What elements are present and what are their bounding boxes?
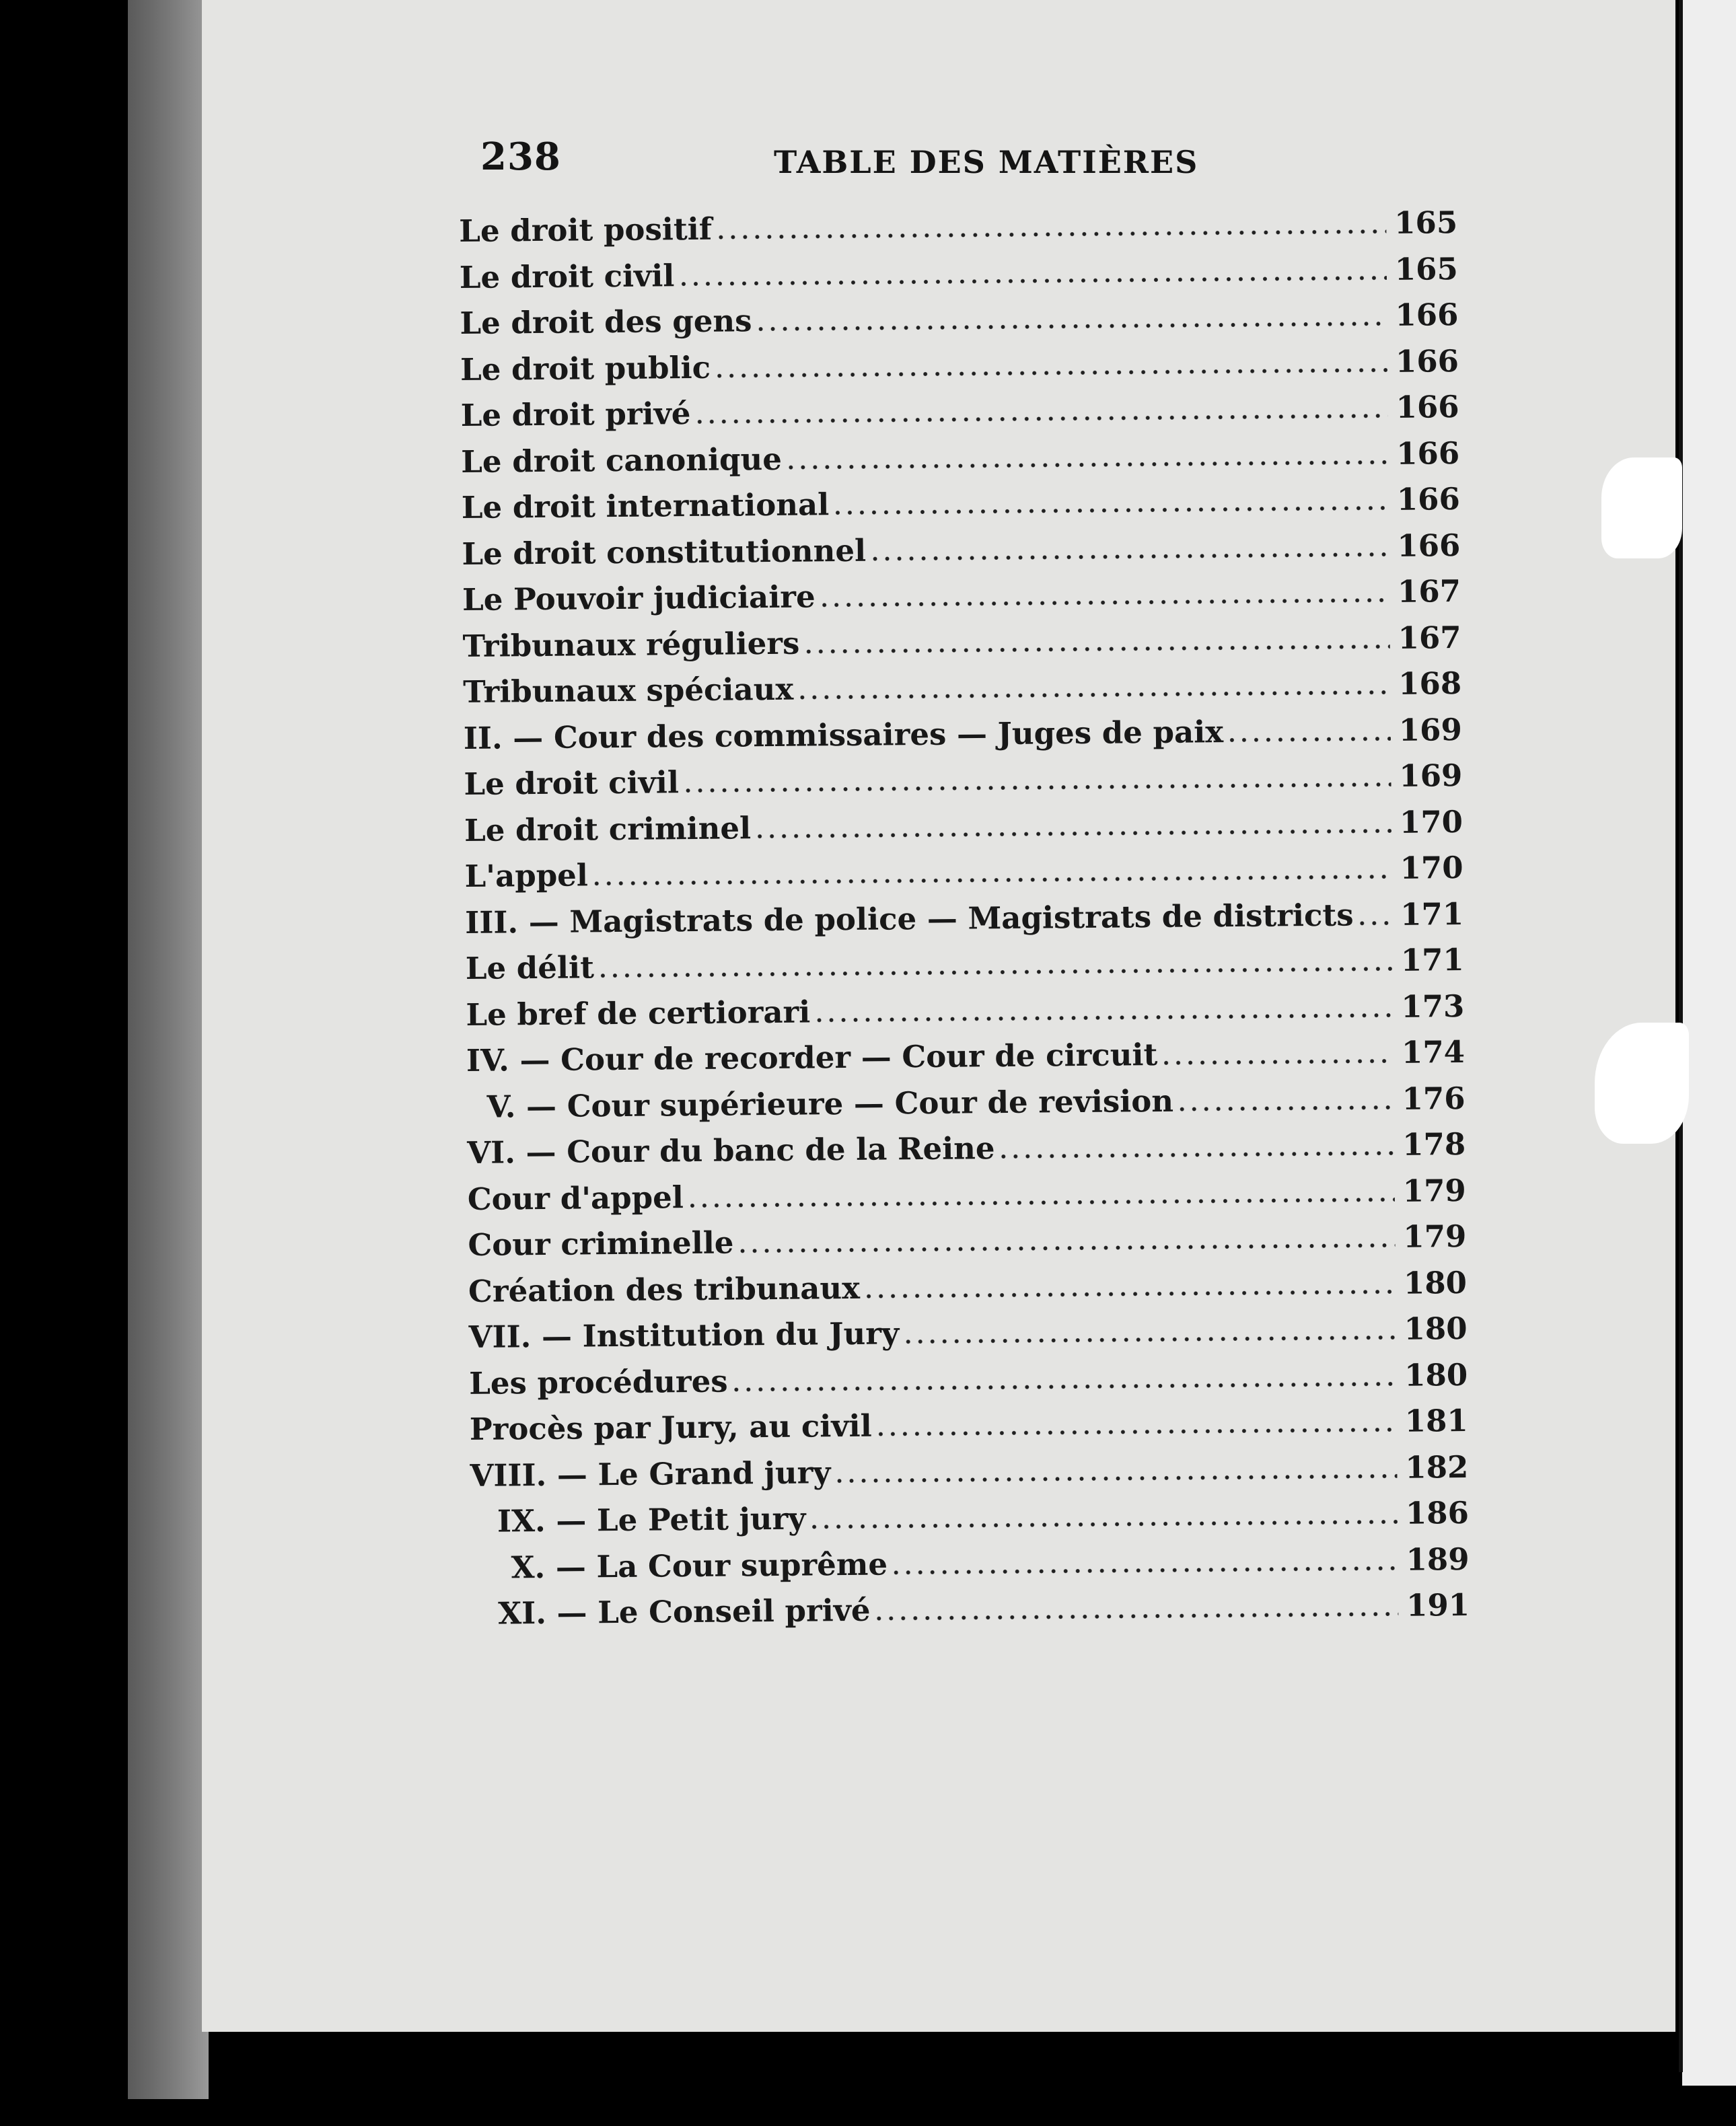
toc-entry [460, 246, 1470, 301]
toc-entry [469, 1352, 1479, 1407]
paper-tear [1601, 457, 1682, 558]
toc-entry-page: 189 [1406, 1541, 1470, 1578]
toc-entry-label: Le droit des gens [460, 303, 752, 341]
dot-leader [686, 1196, 1395, 1209]
dot-leader [873, 1611, 1399, 1622]
toc-entry-page: 170 [1400, 850, 1463, 886]
toc-entry-label: Le délit [465, 949, 595, 986]
toc-entry [460, 384, 1470, 439]
dot-leader [1226, 735, 1391, 743]
toc-entry-label: VII. — Institution du Jury [468, 1315, 900, 1355]
toc-entry-label: Création des tribunaux [468, 1270, 861, 1309]
toc-entry-page: 166 [1396, 481, 1460, 517]
toc-entry [460, 338, 1470, 393]
toc-entry [461, 430, 1471, 485]
dot-leader [902, 1334, 1396, 1345]
toc-entry [464, 845, 1474, 900]
toc-entry [467, 1122, 1477, 1177]
toc-entry-page: 180 [1403, 1264, 1468, 1301]
toc-entry-label: L'appel [464, 857, 589, 894]
toc-entry [459, 200, 1469, 255]
dot-leader [591, 873, 1392, 887]
dot-leader [1357, 920, 1393, 926]
toc-entry [462, 476, 1472, 532]
page-number: 238 [480, 135, 561, 179]
toc-entry-page: 174 [1401, 1034, 1466, 1070]
toc-entry [466, 1075, 1476, 1130]
toc-entry-label: Le droit public [460, 349, 711, 388]
toc-entry-page: 170 [1399, 803, 1463, 840]
toc-entry [470, 1490, 1480, 1545]
toc-entry [471, 1582, 1481, 1638]
toc-entry [466, 1029, 1476, 1085]
dot-leader [715, 228, 1386, 241]
toc-entry-page: 178 [1402, 1126, 1466, 1163]
toc-entry-label: Le droit privé [460, 396, 691, 433]
toc-entry-label: Procès par Jury, au civil [469, 1407, 872, 1447]
dot-leader [869, 551, 1389, 562]
dot-leader [818, 597, 1389, 608]
toc-entry [460, 292, 1470, 347]
toc-entry [470, 1398, 1480, 1453]
toc-entry-page: 173 [1401, 988, 1465, 1025]
toc-entry-page: 171 [1400, 942, 1464, 978]
dot-leader [813, 1012, 1393, 1024]
toc-entry-label: Le droit positif [459, 211, 713, 249]
toc-entry-page: 171 [1400, 895, 1464, 932]
toc-entry-label: Le droit international [461, 486, 830, 525]
toc-entry-label: Tribunaux réguliers [462, 625, 800, 664]
toc-entry [468, 1306, 1478, 1361]
dot-leader [754, 828, 1391, 840]
toc-entry-label: V. — Cour supérieure — Cour de revision [486, 1083, 1174, 1125]
toc-entry-page: 191 [1406, 1586, 1470, 1623]
toc-entry [464, 799, 1474, 854]
toc-entry-label: IX. — Le Petit jury [497, 1500, 806, 1539]
book-page-edges [128, 0, 209, 2099]
toc-entry-label: VI. — Cour du banc de la Reine [467, 1130, 995, 1171]
toc-entry [464, 753, 1474, 808]
toc-entry-label: Le droit civil [459, 257, 675, 295]
toc-entry [466, 937, 1476, 992]
toc-entry [464, 706, 1474, 762]
dot-leader [677, 274, 1387, 287]
toc-entry-page: 166 [1395, 297, 1459, 333]
toc-entry-page: 180 [1404, 1310, 1468, 1347]
toc-entry-label: III. — Magistrats de police — Magistrats de districts [465, 896, 1354, 941]
toc-entry [470, 1444, 1480, 1499]
toc-entry-page: 166 [1396, 435, 1460, 472]
toc-entry [468, 1167, 1478, 1222]
toc-entry [463, 661, 1473, 716]
toc-entry-page: 176 [1402, 1080, 1466, 1117]
toc-entry-label: IV. — Cour de recorder — Cour de circuit [466, 1036, 1158, 1078]
toc-entry-page: 165 [1394, 205, 1458, 241]
toc-entry-page: 167 [1398, 619, 1461, 656]
toc-entry-label: Les procédures [469, 1363, 728, 1401]
toc-entry-page: 181 [1404, 1402, 1468, 1439]
toc-entry-label: II. — Cour des commissaires — Juges de paix [463, 713, 1224, 756]
dot-leader [731, 1381, 1397, 1393]
toc-entry-label: Le droit canonique [461, 441, 783, 480]
toc-entry-page: 180 [1404, 1356, 1468, 1393]
toc-entry [462, 569, 1472, 624]
toc-entry-page: 168 [1398, 665, 1462, 702]
dot-leader [1176, 1104, 1394, 1113]
toc-entry-page: 165 [1394, 250, 1459, 287]
toc-entry-label: VIII. — Le Grand jury [470, 1454, 831, 1494]
paper-tear [1595, 1023, 1689, 1144]
dot-leader [833, 1473, 1397, 1484]
toc-entry-label: Cour d'appel [467, 1179, 684, 1217]
facing-page-edge [1682, 0, 1736, 2086]
toc-entry-page: 182 [1405, 1449, 1469, 1486]
dot-leader [737, 1242, 1396, 1255]
toc-entry-label: X. — La Cour suprême [511, 1546, 888, 1585]
toc-entry-page: 179 [1402, 1172, 1466, 1209]
toc-entry [462, 522, 1472, 577]
dot-leader [808, 1518, 1398, 1531]
toc-entry-page: 186 [1405, 1494, 1470, 1531]
page-title: TABLE DES MATIÈRES [774, 144, 1199, 180]
dot-leader [875, 1426, 1397, 1438]
dot-leader [890, 1565, 1398, 1576]
toc-entry [466, 983, 1476, 1038]
dot-leader [597, 965, 1393, 979]
toc-entry-label: Le droit constitutionnel [462, 532, 867, 572]
toc-entry [462, 614, 1472, 669]
running-head [471, 135, 1615, 188]
toc-entry [465, 891, 1475, 946]
toc-entry-label: Le droit criminel [464, 809, 752, 848]
dot-leader [796, 689, 1390, 701]
dot-leader [802, 643, 1389, 655]
dot-leader [863, 1288, 1396, 1300]
dot-leader [682, 781, 1391, 794]
toc-entry-label: Le bref de certiorari [466, 993, 811, 1033]
toc-entry [468, 1259, 1478, 1315]
toc-entry-page: 169 [1399, 758, 1463, 794]
toc-entry-page: 166 [1396, 389, 1459, 425]
toc-entry-page: 179 [1403, 1218, 1467, 1255]
toc-entry-page: 166 [1395, 342, 1459, 379]
toc-entry-page: 166 [1397, 527, 1461, 564]
dot-leader [832, 505, 1389, 516]
toc-entry-label: Le droit civil [464, 764, 680, 802]
toc-entry [470, 1536, 1480, 1591]
dot-leader [998, 1150, 1395, 1160]
toc-entry-label: Cour criminelle [468, 1224, 734, 1263]
dot-leader [693, 412, 1387, 425]
toc-entry-page: 169 [1398, 711, 1462, 748]
toc-entry-label: Le Pouvoir judiciaire [462, 579, 816, 618]
table-of-contents [459, 200, 1481, 1655]
toc-entry-label: XI. — Le Conseil privé [497, 1592, 871, 1632]
toc-entry-page: 167 [1397, 573, 1461, 610]
toc-entry [468, 1214, 1478, 1269]
dot-leader [1160, 1058, 1394, 1066]
dot-leader [713, 367, 1387, 379]
toc-entry-label: Tribunaux spéciaux [463, 671, 794, 710]
dot-leader [754, 320, 1387, 332]
dot-leader [785, 459, 1388, 471]
